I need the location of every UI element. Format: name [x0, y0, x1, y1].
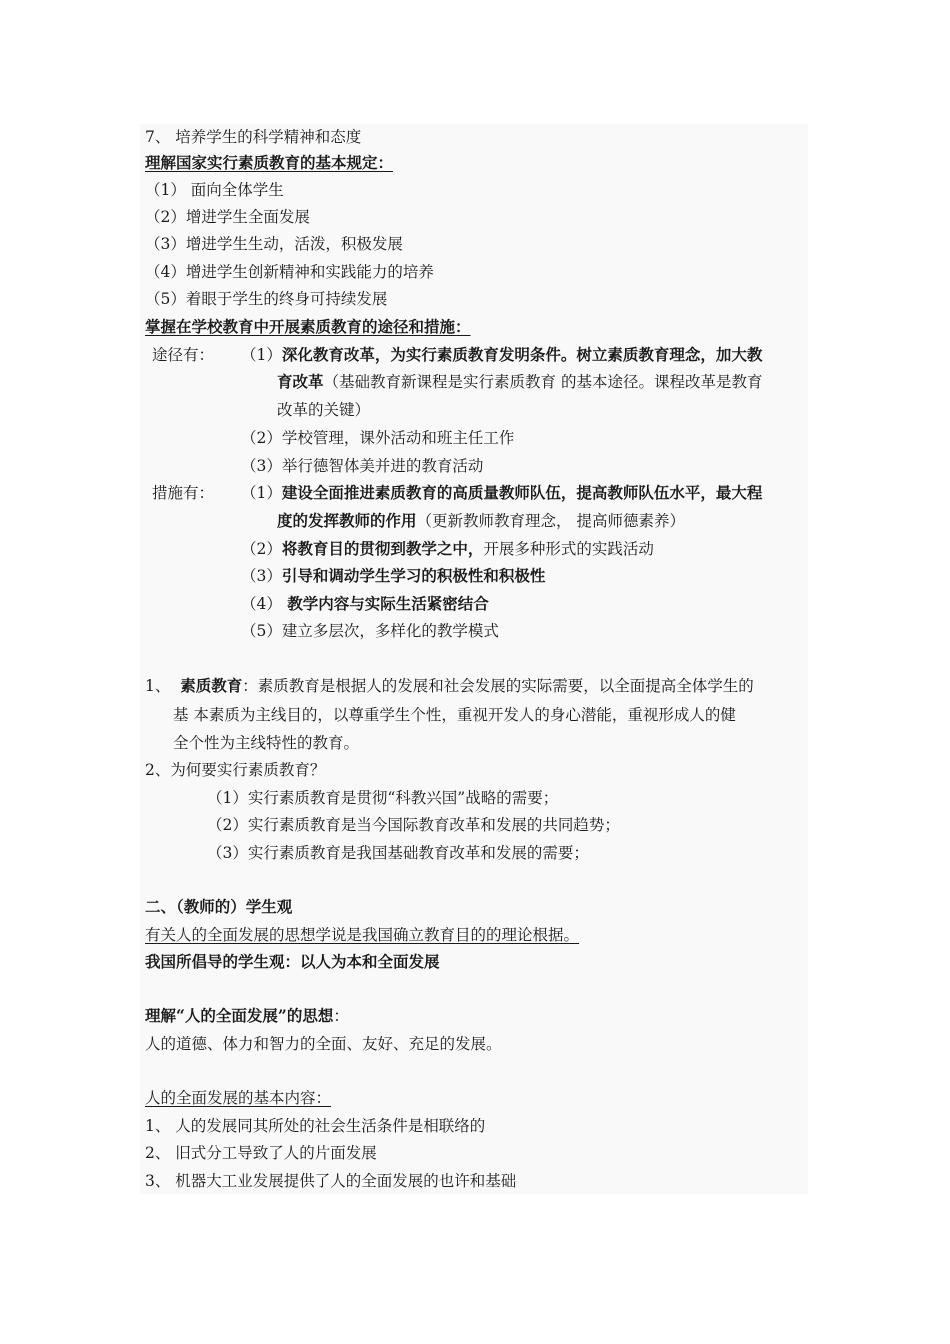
- why-item-2: （2）实行素质教育是当今国际教育改革和发展的共同趋势；: [207, 816, 620, 834]
- content-2: 2、 旧式分工导致了人的片面发展: [145, 1144, 377, 1162]
- rule-1: （1） 面向全体学生: [145, 181, 284, 199]
- rule-2: （2）增进学生全面发展: [145, 208, 310, 226]
- idea-heading: 理解“人的全面发展”的思想：: [145, 1006, 349, 1025]
- page-background: [140, 124, 808, 1194]
- section-2-heading: 二、（教师的）学生观: [145, 897, 293, 916]
- measure-4: （4） 教学内容与实际生活紧密结合: [241, 594, 489, 613]
- measure-label: 措施有：: [152, 484, 215, 502]
- measure-2: （2）将教育目的贯彻到教学之中，开展多种形式的实践活动: [241, 539, 654, 558]
- rule-3: （3）增进学生生动，活泼，积极发展: [145, 235, 403, 253]
- path-1-line-a: （1）深化教育改革，为实行素质教育发明条件。树立素质教育理念，加大教: [241, 345, 763, 364]
- path-3: （3）举行德智体美并进的教育活动: [241, 457, 484, 475]
- rule-5: （5）着眼于学生的终身可持续发展: [145, 290, 388, 308]
- definition-line-a: 1、 素质教育：素质教育是根据人的发展和社会发展的实际需要，以全面提高全体学生的: [145, 676, 754, 695]
- why-item-3: （3）实行素质教育是我国基础教育改革和发展的需要；: [207, 844, 589, 862]
- measure-5: （5）建立多层次，多样化的教学模式: [241, 622, 499, 640]
- heading-understand-rules: 理解国家实行素质教育的基本规定：: [145, 153, 394, 172]
- definition-line-c: 全个性为主线特性的教育。: [173, 734, 360, 752]
- content-3: 3、 机器大工业发展提供了人的全面发展的也许和基础: [145, 1172, 517, 1190]
- content-1: 1、 人的发展同其所处的社会生活条件是相联络的: [145, 1117, 486, 1135]
- measure-1-line-a: （1）建设全面推进素质教育的高质量教师队伍，提高教师队伍水平，最大程: [241, 483, 763, 502]
- student-view: 我国所倡导的学生观：以人为本和全面发展: [145, 952, 440, 971]
- theory-basis: 有关人的全面发展的思想学说是我国确立教育目的的理论根据。: [145, 926, 580, 944]
- path-label: 途径有：: [152, 346, 215, 364]
- why-question: 2、为何要实行素质教育？: [145, 761, 326, 779]
- measure-1-line-b: 度的发挥教师的作用（更新教师教育理念， 提高师德素养）: [277, 511, 685, 530]
- item-7: 7、 培养学生的科学精神和态度: [145, 128, 362, 146]
- content-heading: 人的全面发展的基本内容：: [145, 1089, 332, 1107]
- measure-3: （3）引导和调动学生学习的积极性和积极性: [241, 566, 546, 585]
- path-1-line-c: 改革的关键）: [277, 401, 371, 419]
- heading-master-paths: 掌握在学校教育中开展素质教育的途径和措施：: [145, 317, 471, 336]
- idea-text: 人的道德、体力和智力的全面、友好、充足的发展。: [145, 1035, 502, 1053]
- path-2: （2）学校管理，课外活动和班主任工作: [241, 429, 515, 447]
- path-1-line-b: 育改革（基础教育新课程是实行素质教育 的基本途径。课程改革是教育: [277, 372, 763, 391]
- rule-4: （4）增进学生创新精神和实践能力的培养: [145, 263, 434, 281]
- why-item-1: （1）实行素质教育是贯彻“科教兴国”战略的需要；: [207, 789, 559, 807]
- definition-line-b: 基 本素质为主线目的，以尊重学生个性，重视开发人的身心潜能，重视形成人的健: [173, 706, 736, 724]
